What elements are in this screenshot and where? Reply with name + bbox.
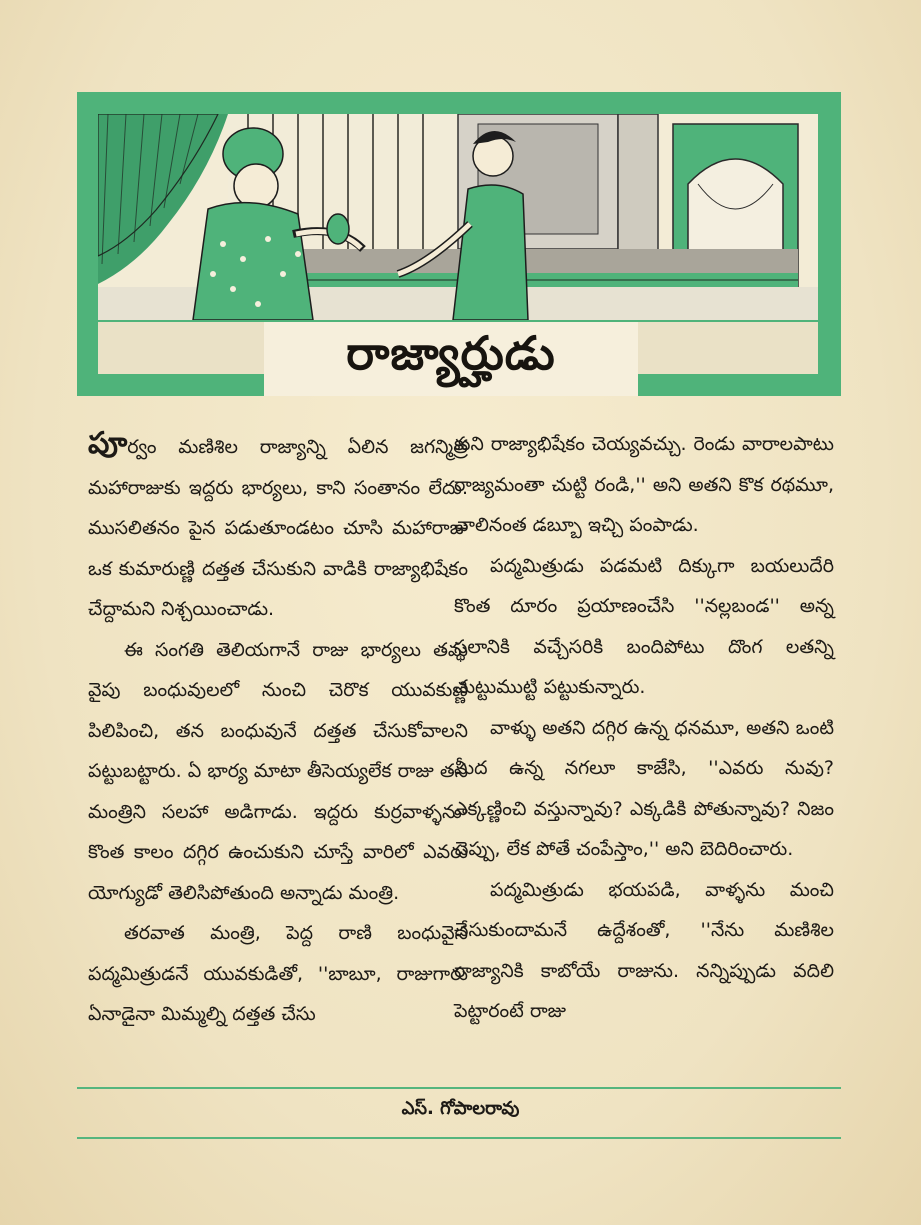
paragraph-text: వాళ్ళు అతని దగ్గిర ఉన్న ధనమూ, అతని ఒంటి మీద ఉన్న నగలూ కాజేసి, ''ఎవరు నువు? ఎక్కణ్ణించి వస్తున్నావు? ఎక్కడికి పోతున్నావు? నిజం చెప్పు, లేక పోతే చంపేస్తాం,'' అని బెదిరించారు. — [454, 716, 834, 860]
right-column — [454, 424, 834, 1032]
paragraph-text: ర్వం మణిశిల రాజ్యాన్ని ఏలిన జగన్మిత్ర మహారాజుకు ఇద్దరు భార్యలు, కాని సంతానం లేదు. ముసలితనం పైన పడుతూండటం చూసి మహారాజు ఒక కుమారుణ్ణి దత్తత చేసుకుని వాడికి రాజ్యాభిషేకం చేద్దామని నిశ్చయించాడు. — [88, 436, 468, 620]
left-column — [88, 424, 468, 1035]
paragraph — [454, 870, 834, 1032]
paragraph — [88, 424, 468, 630]
paragraph — [454, 424, 834, 546]
header-side-panel — [98, 322, 264, 374]
paragraph-text: ఈ సంగతి తెలియగానే రాజు భార్యలు తమ వైపు బంధువులలో నుంచి చెరొక యువకుణ్ణి పిలిపించి, తన బంధువునే దత్తత చేసుకోవాలని పట్టుబట్టారు. ఏ భార్య మాటా తీసెయ్యలేక రాజు తన మంత్రిని సలహా అడిగాడు. ఇద్దరు కుర్రవాళ్ళనూ కొంత కాలం దగ్గిర ఉంచుకుని చూస్తే వారిలో ఎవరు యోగ్యుడో తెలిసిపోతుంది అన్నాడు మంత్రి. — [88, 638, 468, 904]
paragraph-text: పద్మమిత్రుడు భయపడి, వాళ్ళను మంచి చేసుకుందామనే ఉద్దేశంతో, ''నేను మణిశిల రాజ్యానికి కాబోయే రాజును. నన్నిప్పుడు వదిలి పెట్టారంటే రాజు — [454, 878, 834, 1022]
paragraph — [88, 913, 468, 1035]
header-illustration — [98, 114, 818, 320]
paragraph — [454, 546, 834, 708]
footer-rule — [77, 1137, 841, 1139]
footer-rule — [77, 1087, 841, 1089]
illustration-svg — [98, 114, 818, 320]
author-credit: ఎస్. గోపాలరావు — [401, 1098, 520, 1119]
drop-cap: పూ — [88, 426, 128, 461]
money-bag-shape — [327, 214, 349, 244]
paragraph-text: కుని రాజ్యాభిషేకం చెయ్యవచ్చు. రెండు వారాలపాటు రాజ్యమంతా చుట్టి రండి,'' అని అతని కొక రథమూ, చాలినంత డబ్బూ ఇచ్చి పంపాడు. — [454, 433, 834, 536]
paragraph-text: తరవాత మంత్రి, పెద్ద రాణి బంధువైన పద్మమిత్రుడనే యువకుడితో, ''బాబూ, రాజుగారు ఏనాడైనా మిమ్మల్ని దత్తత చేసు — [88, 922, 468, 1025]
paragraph — [88, 630, 468, 914]
title-panel — [264, 322, 638, 396]
paragraph — [454, 708, 834, 870]
story-title: రాజ్యార్హుడు — [346, 326, 556, 380]
header-side-panel — [638, 322, 818, 374]
paragraph-text: పద్మమిత్రుడు పడమటి దిక్కుగా బయలుదేరి కొంత దూరం ప్రయాణంచేసి ''నల్లబండ'' అన్న స్థలానికి వచ్చేసరికి బందిపోటు దొంగ లతన్ని చుట్టుముట్టి పట్టుకున్నారు. — [454, 554, 834, 698]
